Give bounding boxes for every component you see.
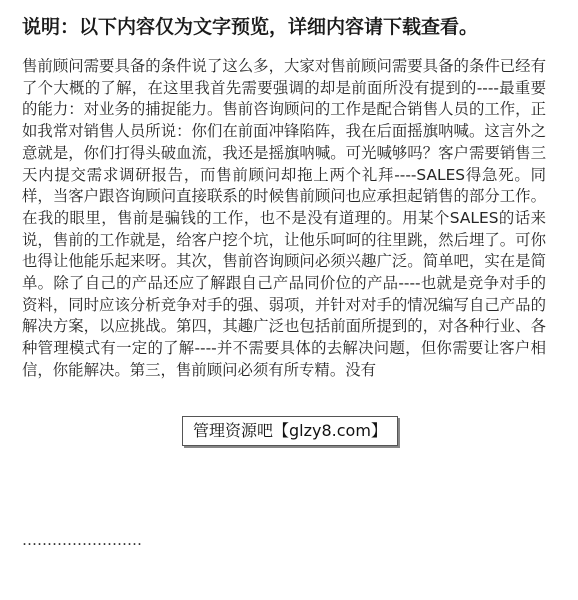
- truncation-ellipsis: ……………………: [22, 531, 142, 549]
- body-paragraph: 售前顾问需要具备的条件说了这么多，大家对售前顾问需要具备的条件已经有了个大概的了解，在这里我首先需要强调的却是前面所没有提到的----最重要的能力：对业务的捕捉能力。售前咨询顾问的工作是配合销售人员的工作，正如我常对销售人员所说：你们在前面冲锋陷阵，我在后面摇旗呐喊。这言外之意就是，你们打得头破血流，我还是摇旗呐喊。可光喊够吗？客户需要销售三天内提交需求调研报告，而售前顾问却拖上两个礼拜----SALES得急死。同样，当客户跟咨询顾问直接联系的时候售前顾问也应承担起销售的部分工作。在我的眼里，售前是骗钱的工作，也不是没有道理的。用某个SALES的话来说，售前的工作就是，给客户挖个坑，让他乐呵呵的往里跳，然后埋了。可你也得让他能乐起来呀。其次，售前咨询顾问必须兴趣广泛。简单吧，实在是简单。除了自己的产品还应了解跟自己产品同价位的产品----也就是竞争对手的资料，同时应该分析竞争对手的强、弱项，并针对对手的情况编写自己产品的解决方案，以应挑战。第四，其趣广泛也包括前面所提到的，对各种行业、各种管理模式有一定的了解----并不需要具体的去解决问题，但你需要让客户相信，你能解决。第三，售前顾问必须有所专精。没有: [22, 57, 546, 379]
- watermark-banner: 管理资源吧【glzy8.com】: [182, 416, 398, 446]
- preview-notice: 说明：以下内容仅为文字预览，详细内容请下载查看。: [22, 16, 479, 38]
- document-body: [22, 56, 546, 382]
